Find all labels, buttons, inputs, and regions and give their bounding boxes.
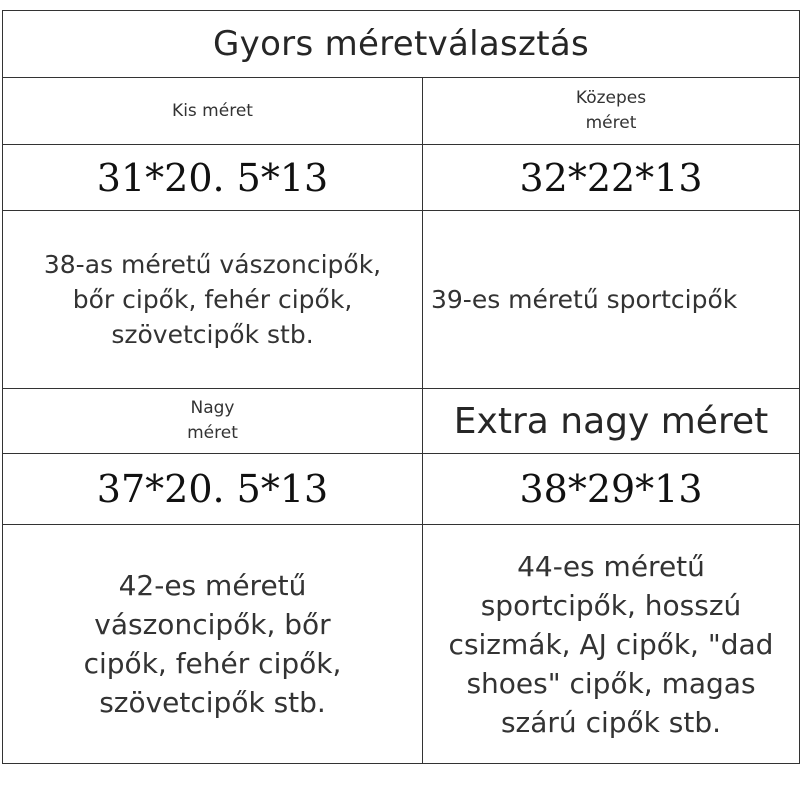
description-row-2 xyxy=(3,525,800,764)
dimensions-row-2 xyxy=(3,454,800,525)
description-large xyxy=(3,525,423,764)
size-label-small xyxy=(3,78,423,145)
dimensions-large: 37*20. 5*13 xyxy=(3,454,423,525)
size-label-extra-large: Extra nagy méret xyxy=(423,389,800,454)
dimensions-row-1 xyxy=(3,145,800,211)
size-label-medium-text: Közepes méret xyxy=(575,88,647,133)
dimensions-small: 31*20. 5*13 xyxy=(3,145,423,211)
description-medium: 39-es méretű sportcipők xyxy=(423,211,800,389)
table-title: Gyors méretválasztás xyxy=(3,11,800,78)
dimensions-medium: 32*22*13 xyxy=(423,145,800,211)
description-extra-large xyxy=(423,525,800,764)
size-label-large-text: Nagy méret xyxy=(187,398,238,443)
description-large-text: 42-es méretű vászoncipők, bőr cipők, fehér cipők, szövetcipők stb. xyxy=(83,569,342,719)
title-row xyxy=(3,11,800,78)
label-row-2 xyxy=(3,389,800,454)
size-label-small-text: Kis méret xyxy=(172,100,253,121)
description-small-text: 38-as méretű vászoncipők, bőr cipők, fehér cipők, szövetcipők stb. xyxy=(43,250,382,349)
label-row-1 xyxy=(3,78,800,145)
description-extra-large-text: 44-es méretű sportcipők, hosszú csizmák, AJ cipők, "dad shoes" cipők, magas szárú cipők stb. xyxy=(448,549,774,739)
description-small xyxy=(3,211,423,389)
size-guide-table xyxy=(2,10,800,764)
size-label-large xyxy=(3,389,423,454)
size-label-medium xyxy=(423,78,800,145)
description-row-1 xyxy=(3,211,800,389)
dimensions-extra-large: 38*29*13 xyxy=(423,454,800,525)
